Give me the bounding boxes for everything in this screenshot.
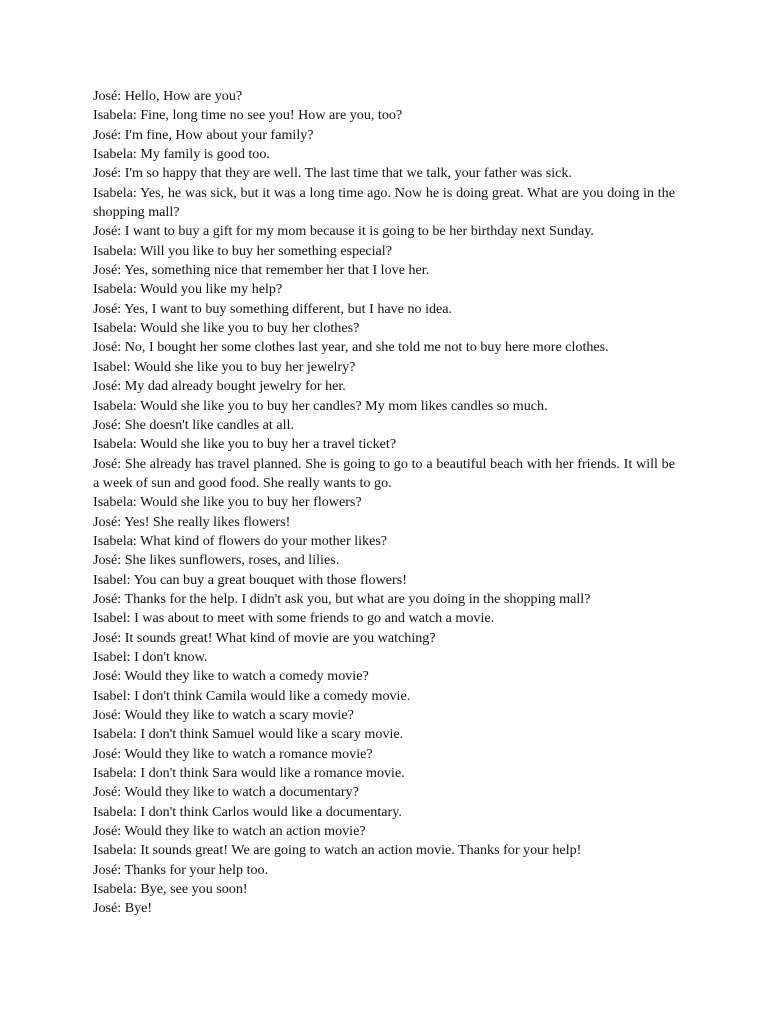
dialogue-line: Isabel: I was about to meet with some friends to go and watch a movie. — [93, 610, 495, 627]
dialogue-line: Isabela: Would she like you to buy her a travel ticket? — [93, 436, 397, 453]
dialogue-line: José: I'm fine, How about your family? — [93, 126, 314, 143]
dialogue-line: Isabela: Yes, he was sick, but it was a long time ago. Now he is doing great. What are you doing in the shopping mall? — [93, 184, 675, 221]
dialogue-line: Isabel: You can buy a great bouquet with those flowers! — [93, 571, 407, 588]
dialogue-line: José: Yes! She really likes flowers! — [93, 513, 291, 530]
dialogue-line: Isabela: Fine, long time no see you! How are you, too? — [93, 107, 403, 124]
dialogue-line: José: Thanks for the help. I didn't ask you, but what are you doing in the shopping mall? — [93, 590, 591, 607]
dialogue-line: José: She already has travel planned. She is going to go to a beautiful beach with her friends. It will be a week of sun and good food. She really wants to go. — [93, 455, 675, 491]
dialogue-line: Isabel: I don't know. — [93, 648, 208, 665]
dialogue-line: Isabela: Would you like my help? — [93, 281, 283, 298]
dialogue-line: José: It sounds great! What kind of movie are you watching? — [93, 629, 436, 646]
dialogue-line: José: Bye! — [93, 900, 153, 917]
dialogue-line: José: I want to buy a gift for my mom because it is going to be her birthday next Sunday. — [93, 223, 594, 240]
dialogue-line: José: Yes, something nice that remember her that I love her. — [93, 262, 430, 279]
dialogue-line: José: She doesn't like candles at all. — [93, 416, 294, 433]
dialogue-line: José: Would they like to watch a romance movie? — [93, 745, 373, 762]
dialogue-line: José: My dad already bought jewelry for her. — [93, 378, 346, 395]
dialogue-line: José: Hello, How are you? — [93, 88, 243, 104]
dialogue-line: José: Yes, I want to buy something different, but I have no idea. — [93, 300, 453, 317]
dialogue-line: Isabel: Would she like you to buy her jewelry? — [93, 358, 356, 375]
dialogue-line: José: No, I bought her some clothes last year, and she told me not to buy here more clothes. — [93, 339, 609, 356]
dialogue-line: Isabela: Would she like you to buy her flowers? — [93, 494, 362, 511]
dialogue-line: Isabel: I don't think Camila would like a comedy movie. — [93, 687, 411, 704]
dialogue-line: Isabela: Will you like to buy her something especial? — [93, 242, 392, 259]
dialogue-line: José: Would they like to watch a comedy movie? — [93, 668, 369, 685]
dialogue-line: Isabela: It sounds great! We are going to watch an action movie. Thanks for your help! — [93, 842, 582, 859]
dialogue-line: Isabela: I don't think Samuel would like a scary movie. — [93, 726, 404, 743]
dialogue-line: José: She likes sunflowers, roses, and lilies. — [93, 552, 340, 569]
dialogue-line: José: Would they like to watch a documentary? — [93, 784, 359, 801]
dialogue-line: José: I'm so happy that they are well. The last time that we talk, your father was sick. — [93, 165, 572, 182]
dialogue-line: Isabela: Bye, see you soon! — [93, 881, 248, 898]
dialogue-line: Isabela: Would she like you to buy her candles? My mom likes candles so much. — [93, 397, 548, 414]
dialogue-line: Isabela: My family is good too. — [93, 146, 270, 163]
dialogue-line: Isabela: I don't think Carlos would like a documentary. — [93, 803, 402, 820]
dialogue-line: José: Would they like to watch a scary movie? — [93, 707, 354, 723]
dialogue-text — [93, 87, 675, 919]
dialogue-line: José: Would they like to watch an action movie? — [93, 823, 366, 840]
dialogue-line: José: Thanks for your help too. — [93, 861, 269, 878]
dialogue-line: Isabela: Would she like you to buy her clothes? — [93, 320, 360, 337]
dialogue-line: Isabela: I don't think Sara would like a romance movie. — [93, 765, 405, 782]
dialogue-line: Isabela: What kind of flowers do your mother likes? — [93, 532, 388, 549]
